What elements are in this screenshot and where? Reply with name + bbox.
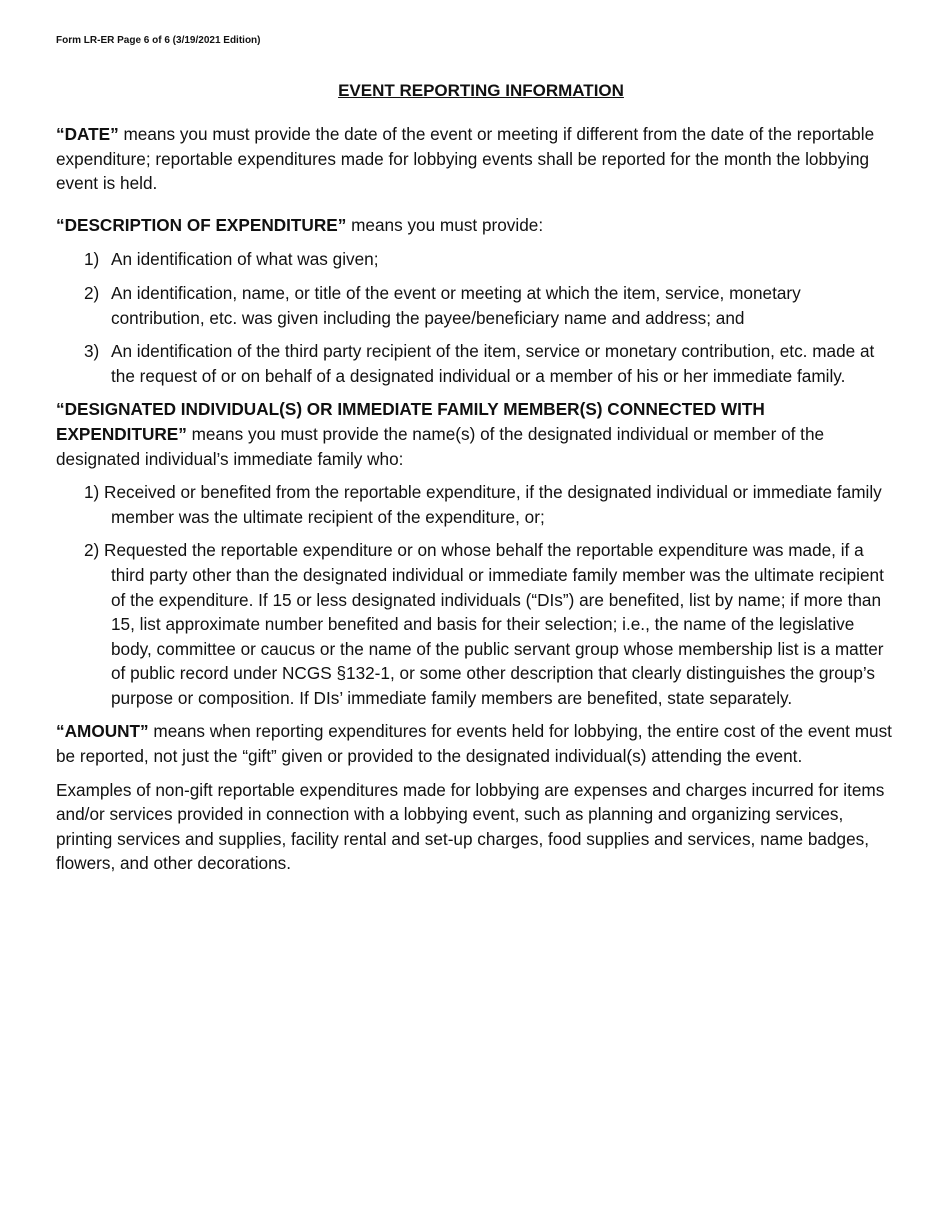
list-marker: 2) [84,282,100,303]
designated-individual-text: means you must provide the name(s) of the designated individual or member of the designated individual’s immediate family who: [56,423,825,469]
date-definition [56,122,896,196]
date-text: means you must provide the date of the event or meeting if different from the date of the reportable expenditure; reportable expenditures made for lobbying events shall be reported for the month the lobbying event is held. [56,124,875,194]
designated-individual-list [56,480,896,710]
list-item-text: An identification, name, or title of the event or meeting at which the item, service, monetary contribution, etc. was given including the payee/beneficiary name and address; and [111,282,801,328]
page-title: EVENT REPORTING INFORMATION [338,81,624,100]
amount-definition [56,719,896,768]
amount-term: “AMOUNT” [56,721,149,742]
description-term: “DESCRIPTION OF EXPENDITURE” [56,214,347,235]
list-item: 2) Requested the reportable expenditure or on whose behalf the reportable expenditure was made, if a third party other than the designated individual or immediate family member was the ultimate recipient of the expenditure. If 15 or less designated individuals (“DIs”) are benefited, list by name; if more than 15, list approximate number benefited and basis for their selection; i.e., the name of the legislative body, committee or caucus or the name of the public servant group whose membership list is a matter of public record under NCGS §132-1, or some other description that clearly distinguishes the group’s purpose or composition. If DIs’ immediate family members are benefited, state separately. [84,540,884,708]
designated-individual-term: “DESIGNATED INDIVIDUAL(S) OR IMMEDIATE FAMILY MEMBER(S) CONNECTED WITH EXPENDITURE” [56,399,765,444]
list-item [84,247,896,272]
list-item [84,339,896,388]
list-marker: 1) [84,249,100,270]
list-item [84,281,896,330]
document-page [56,34,896,876]
description-list [56,247,896,388]
list-marker: 3) [84,341,100,362]
designated-individual-definition [56,397,896,471]
amount-text: means when reporting expenditures for events held for lobbying, the entire cost of the event must be reported, not just the “gift” given or provided to the designated individual(s) attending the event. [56,721,892,767]
examples-paragraph: Examples of non-gift reportable expenditures made for lobbying are expenses and charges incurred for items and/or services provided in connection with a lobbying event, such as planning and organizing services, printing services and supplies, facility rental and set-up charges, food supplies and services, name badges, flowers, and other decorations. [56,779,885,874]
date-term: “DATE” [56,124,119,144]
list-item: 1) Received or benefited from the reportable expenditure, if the designated individual or immediate family member was the ultimate recipient of the expenditure, or; [84,482,882,527]
list-item-text: An identification of what was given; [111,249,379,270]
list-item-text: An identification of the third party recipient of the item, service or monetary contribution, etc. made at the request of or on behalf of a designated individual or a member of his or her immediate family. [111,341,875,386]
description-text: means you must provide: [346,214,544,235]
form-header: Form LR-ER Page 6 of 6 (3/19/2021 Edition) [56,35,261,46]
description-definition [56,213,896,238]
